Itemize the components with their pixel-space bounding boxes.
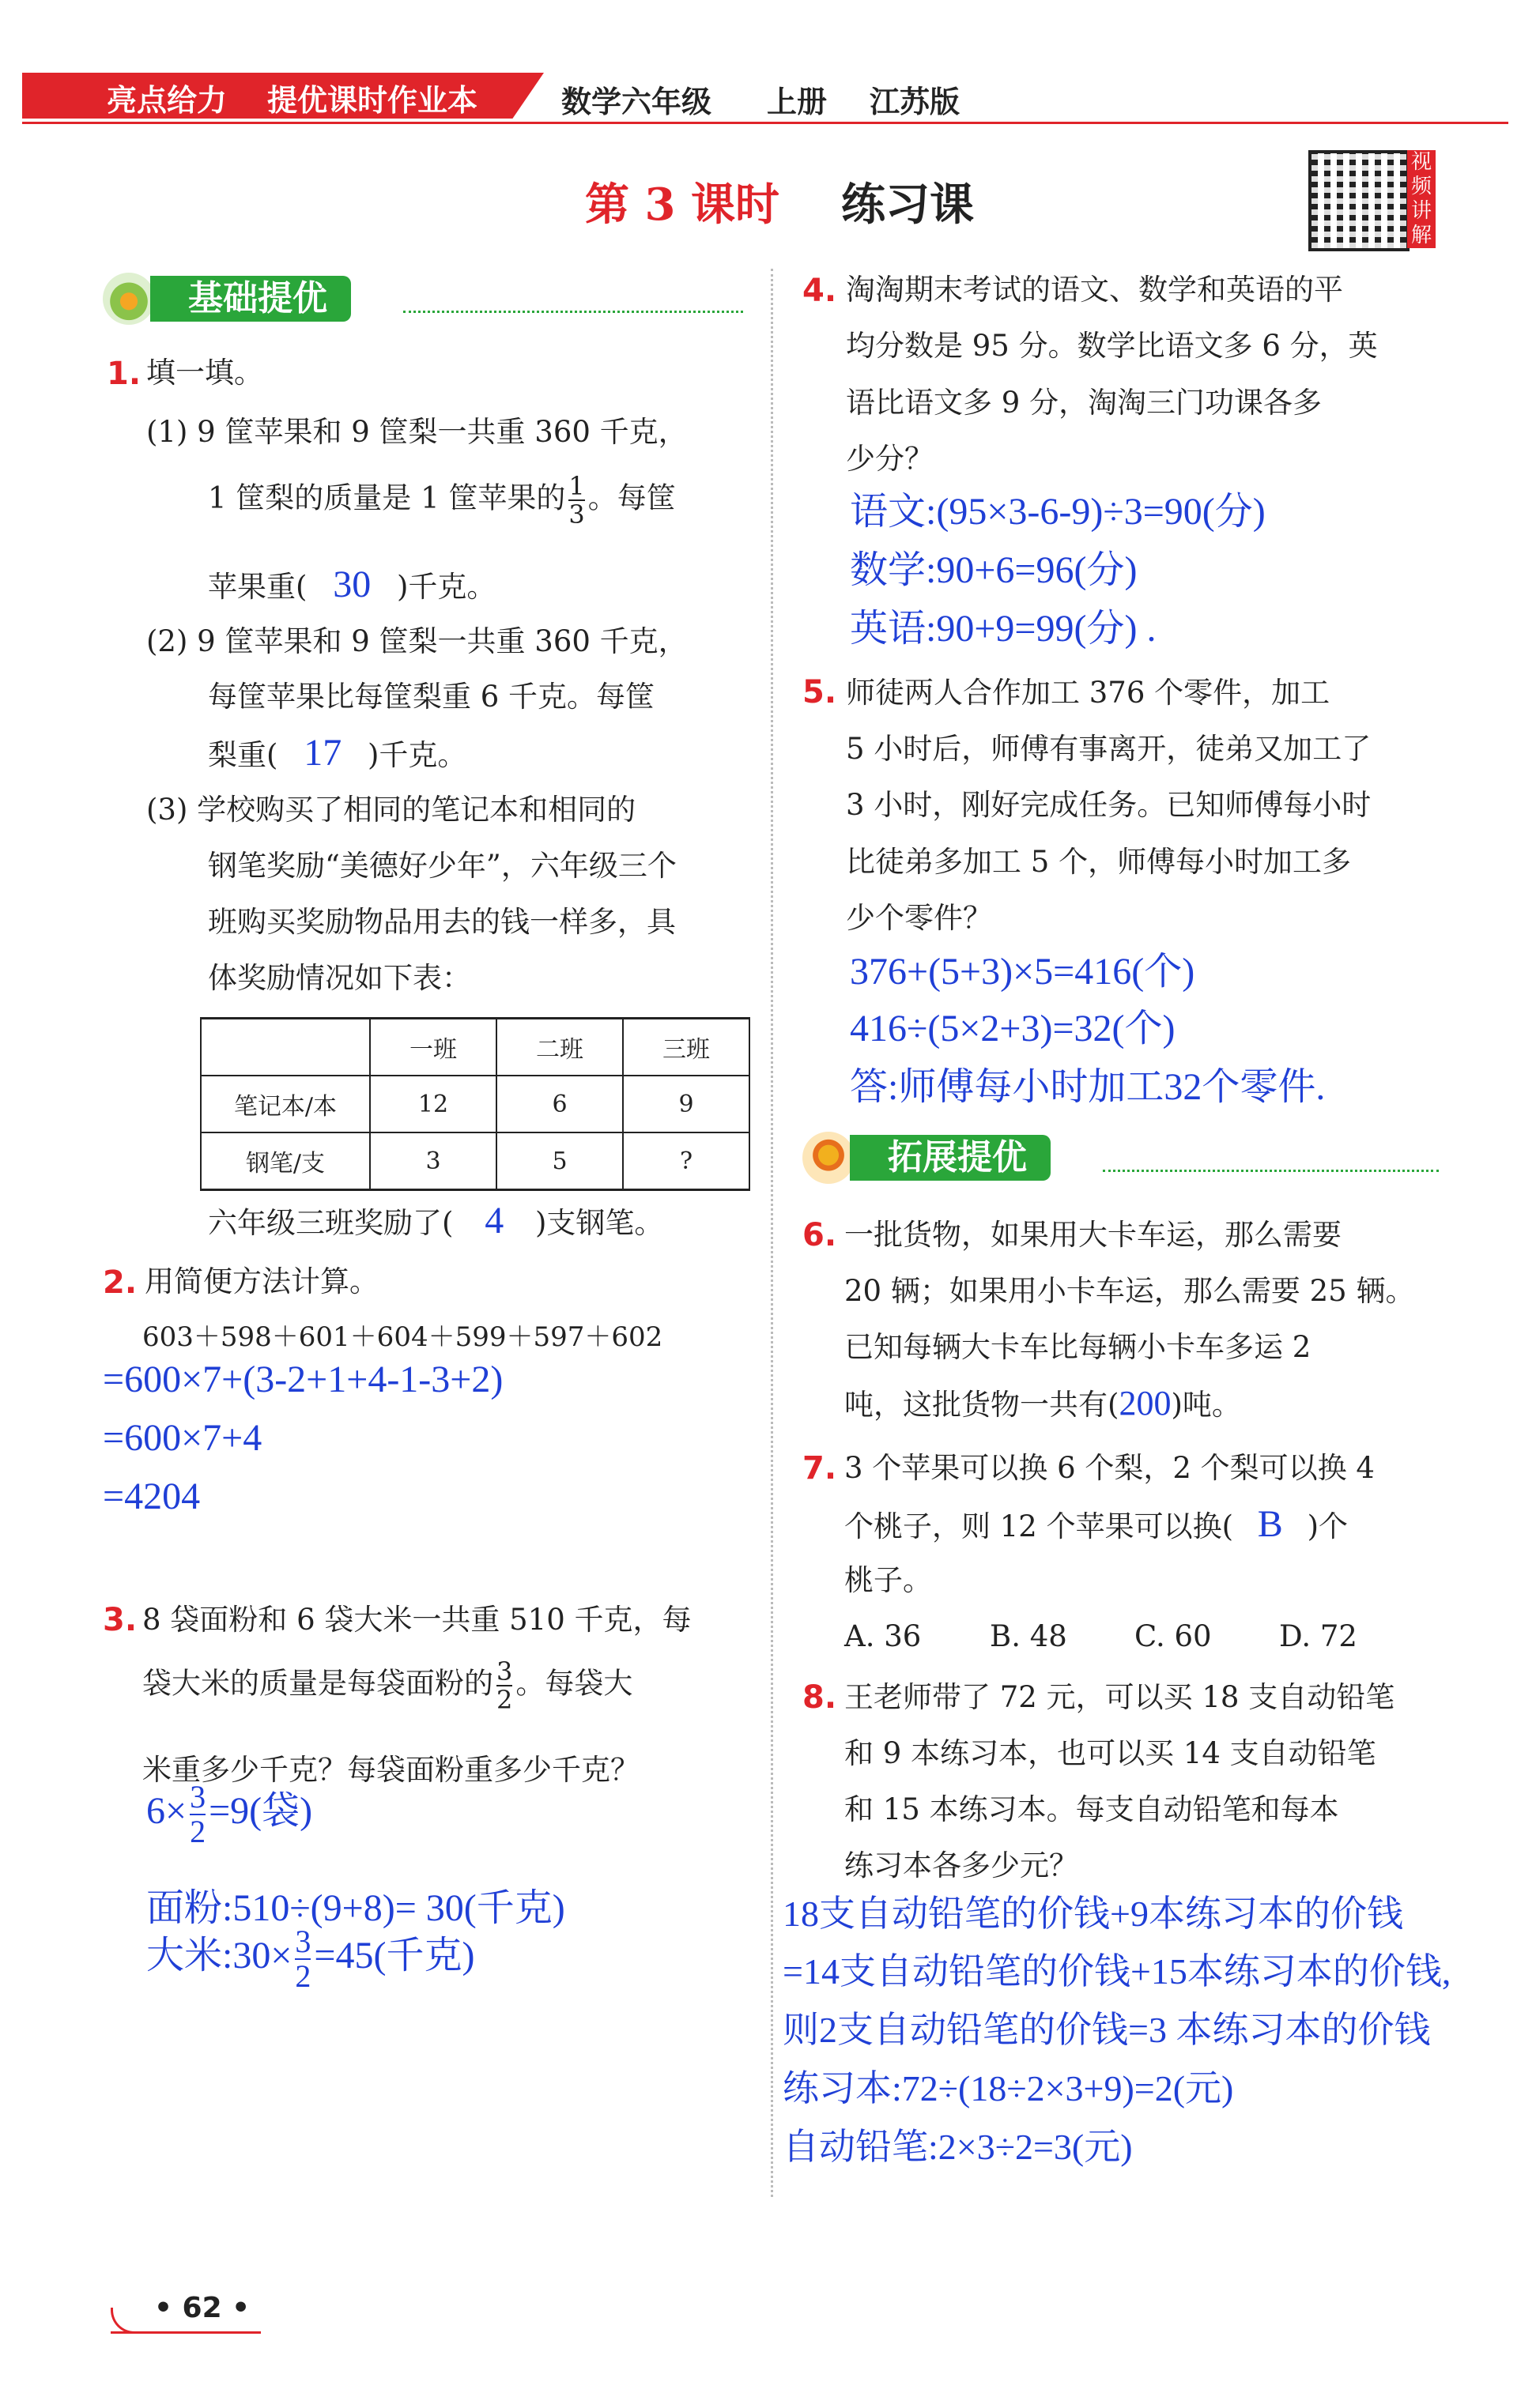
q2-text: 用简便方法计算。 <box>145 1264 379 1298</box>
table-header-cell: 三班 <box>623 1019 749 1076</box>
q2-step3: =4204 <box>103 1475 201 1517</box>
denominator: 2 <box>295 1958 311 1994</box>
q6-line4 <box>844 1384 1241 1423</box>
section-extend-title: 拓展提优 <box>850 1135 1051 1181</box>
numerator: 3 <box>295 1923 311 1959</box>
q2-expression: 603＋598＋601＋604＋599＋597＋602 <box>142 1321 663 1353</box>
question-number: 8. <box>802 1679 837 1716</box>
question-number: 3. <box>103 1602 138 1638</box>
q3-line1: 8 袋面粉和 6 袋大米一共重 510 千克，每 <box>142 1603 692 1637</box>
q4-line3: 语比语文多 9 分，淘淘三门功课各多 <box>846 386 1323 420</box>
q5-line3: 3 小时，刚好完成任务。已知师傅每小时 <box>846 788 1372 822</box>
question-number: 1. <box>107 356 142 392</box>
table-row <box>201 1132 749 1190</box>
text: 吨，这批货物一共有( <box>844 1388 1119 1422</box>
table-cell: 笔记本/本 <box>201 1076 370 1132</box>
sprout-icon <box>103 273 155 325</box>
qr-label: 视频讲解 <box>1407 150 1436 248</box>
q5-answer2: 416÷(5×2+3)=32(个) <box>850 1008 1176 1049</box>
text: =45(千克) <box>314 1935 475 1977</box>
text: )支钢笔。 <box>534 1206 664 1240</box>
q1-3-line4: 体奖励情况如下表： <box>208 961 471 995</box>
q2-step2: =600×7+4 <box>103 1417 262 1459</box>
q7-line3: 桃子。 <box>844 1563 932 1597</box>
question-number: 4. <box>802 273 837 309</box>
section-basic-title: 基础提优 <box>150 276 351 322</box>
question-number: 5. <box>802 674 837 710</box>
table-header-cell: 一班 <box>370 1019 496 1076</box>
q5-answer3: 答:师傅每小时加工32个零件. <box>850 1066 1326 1108</box>
page-number-decoration <box>111 2308 145 2334</box>
q1-3-line2: 钢笔奖励“美德好少年”，六年级三个 <box>208 849 677 883</box>
qr-code-icon[interactable] <box>1308 150 1410 251</box>
q1-2-line1: (2) 9 筐苹果和 9 筐梨一共重 360 千克， <box>146 624 688 658</box>
q3-answer2: 面粉:510÷(9+8)= 30(千克) <box>146 1887 565 1929</box>
q7-line2 <box>844 1503 1349 1545</box>
q8-answer3: 则2支自动铅笔的价钱=3 本练习本的价钱 <box>783 2010 1431 2050</box>
page-number: • 62 • <box>154 2292 251 2324</box>
q5-line4: 比徒弟多加工 5 个，师傅每小时加工多 <box>846 845 1352 879</box>
fraction <box>496 1658 512 1713</box>
q6-line1: 一批货物，如果用大卡车运，那么需要 <box>844 1218 1342 1252</box>
q5-line5: 少个零件？ <box>846 901 992 935</box>
q5-line1: 师徒两人合作加工 376 个零件，加工 <box>846 676 1330 710</box>
text: 6× <box>146 1790 187 1832</box>
table-cell: 3 <box>370 1132 496 1190</box>
question-number: 2. <box>103 1264 138 1301</box>
answer-17: 17 <box>304 732 342 774</box>
table-header-cell <box>201 1019 370 1076</box>
q1-1-line1: (1) 9 筐苹果和 9 筐梨一共重 360 千克， <box>146 415 688 449</box>
q1-2-line3 <box>208 732 467 774</box>
answer-4: 4 <box>485 1200 504 1242</box>
q4-line1: 淘淘期末考试的语文、数学和英语的平 <box>846 273 1343 307</box>
numerator: 1 <box>568 471 585 501</box>
q4-answer2: 数学:90+6=96(分) <box>850 549 1138 591</box>
volume-label: 上册 <box>767 85 828 119</box>
q8-answer4: 练习本:72÷(18÷2×3+9)=2(元) <box>783 2068 1234 2108</box>
q5-answer1: 376+(5+3)×5=416(个) <box>850 951 1195 993</box>
q3-line2 <box>142 1658 632 1713</box>
section-divider <box>403 311 743 313</box>
text: 。每袋大 <box>515 1666 633 1701</box>
brand-name: 亮点给力 <box>107 83 228 118</box>
table-cell: 6 <box>496 1076 623 1132</box>
answer-30: 30 <box>333 563 372 605</box>
text: 1 筐梨的质量是 1 筐苹果的 <box>208 480 566 515</box>
table-cell: ? <box>623 1132 749 1190</box>
trophy-icon <box>802 1132 855 1184</box>
q1-3-line1: (3) 学校购买了相同的笔记本和相同的 <box>146 793 636 827</box>
reward-table <box>200 1017 750 1191</box>
q8-line2: 和 9 本练习本，也可以买 14 支自动铅笔 <box>844 1736 1376 1770</box>
denominator: 2 <box>496 1685 513 1715</box>
q3-answer3 <box>146 1924 474 1993</box>
q4-answer3: 英语:90+9=99(分) . <box>850 608 1157 650</box>
q7-option-a: A. 36 <box>844 1619 922 1653</box>
q7-option-c: C. 60 <box>1134 1619 1212 1653</box>
q3-answer1 <box>146 1780 312 1848</box>
q8-answer5: 自动铅笔:2×3÷2=3(元) <box>783 2127 1133 2167</box>
text: 大米:30× <box>146 1935 292 1977</box>
edition-label: 江苏版 <box>870 85 960 119</box>
denominator: 3 <box>568 499 585 529</box>
q1-1-line2 <box>208 473 676 528</box>
q2-step1: =600×7+(3-2+1+4-1-3+2) <box>103 1359 504 1400</box>
q8-line4: 练习本各多少元？ <box>844 1848 1078 1882</box>
column-divider <box>771 269 773 2197</box>
text: )千克。 <box>396 570 496 604</box>
page-number-rule <box>111 2331 261 2334</box>
q6-line3: 已知每辆大卡车比每辆小卡车多运 2 <box>844 1330 1311 1364</box>
text: )个 <box>1307 1509 1349 1543</box>
q4-answer1: 语文:(95×3-6-9)÷3=90(分) <box>850 491 1266 533</box>
q1-intro: 填一填。 <box>146 356 263 390</box>
q6-line2: 20 辆；如果用小卡车运，那么需要 25 辆。 <box>844 1274 1415 1308</box>
q7-option-b: B. 48 <box>990 1619 1067 1653</box>
q1-1-line3 <box>208 563 496 605</box>
q7-line1: 3 个苹果可以换 6 个梨，2 个梨可以换 4 <box>844 1451 1375 1485</box>
text: =9(袋) <box>209 1790 313 1832</box>
fraction <box>190 1778 206 1849</box>
page-title <box>585 170 974 233</box>
q4-line4: 少分？ <box>846 442 934 476</box>
text: 袋大米的质量是每袋面粉的 <box>142 1666 493 1701</box>
q5-line2: 5 小时后，师傅有事离开，徒弟又加工了 <box>846 732 1372 766</box>
section-divider <box>1103 1170 1439 1172</box>
numerator: 3 <box>190 1778 206 1814</box>
q1-2-line2: 每筐苹果比每筐梨重 6 千克。每筐 <box>208 680 655 714</box>
question-number: 7. <box>802 1450 837 1487</box>
q3-line3: 米重多少千克？每袋面粉重多少千克？ <box>142 1753 640 1787</box>
q7-option-d: D. 72 <box>1279 1619 1357 1653</box>
q8-line1: 王老师带了 72 元，可以买 18 支自动铅笔 <box>844 1680 1395 1714</box>
answer-200: 200 <box>1119 1384 1172 1423</box>
text: 苹果重( <box>208 570 308 604</box>
question-number: 6. <box>802 1217 837 1253</box>
text: 六年级三班奖励了( <box>208 1206 454 1240</box>
table-cell: 12 <box>370 1076 496 1132</box>
text: 梨重( <box>208 738 278 772</box>
q8-line3: 和 15 本练习本。每支自动铅笔和每本 <box>844 1792 1339 1826</box>
fraction <box>568 473 584 528</box>
q1-3-answer-line <box>208 1200 664 1242</box>
q1-3-line3: 班购买奖励物品用去的钱一样多，具 <box>208 905 676 939</box>
lesson-name: 练习课 <box>840 179 974 231</box>
q8-answer1: 18支自动铅笔的价钱+9本练习本的价钱 <box>783 1894 1403 1934</box>
fraction <box>295 1925 311 1993</box>
lesson-number: 第 3 课时 <box>585 179 779 231</box>
text: 个桃子，则 12 个苹果可以换( <box>844 1509 1234 1543</box>
header-rule <box>22 122 1508 124</box>
table-cell: 钢笔/支 <box>201 1132 370 1190</box>
q4-line2: 均分数是 95 分。数学比语文多 6 分，英 <box>846 329 1378 363</box>
q8-answer2: =14支自动铅笔的价钱+15本练习本的价钱, <box>783 1951 1451 1992</box>
section-basic <box>103 273 743 325</box>
text: 。每筐 <box>587 480 676 515</box>
numerator: 3 <box>496 1656 513 1686</box>
subject-label: 数学六年级 <box>561 85 712 119</box>
table-cell: 9 <box>623 1076 749 1132</box>
section-extend <box>802 1132 1439 1184</box>
text: )吨。 <box>1171 1388 1241 1422</box>
table-row <box>201 1019 749 1076</box>
table-row <box>201 1076 749 1132</box>
text: )千克。 <box>367 738 467 772</box>
answer-B: B <box>1257 1503 1283 1545</box>
series-name: 提优课时作业本 <box>267 83 478 118</box>
denominator: 2 <box>190 1813 206 1849</box>
table-header-cell: 二班 <box>496 1019 623 1076</box>
table-cell: 5 <box>496 1132 623 1190</box>
